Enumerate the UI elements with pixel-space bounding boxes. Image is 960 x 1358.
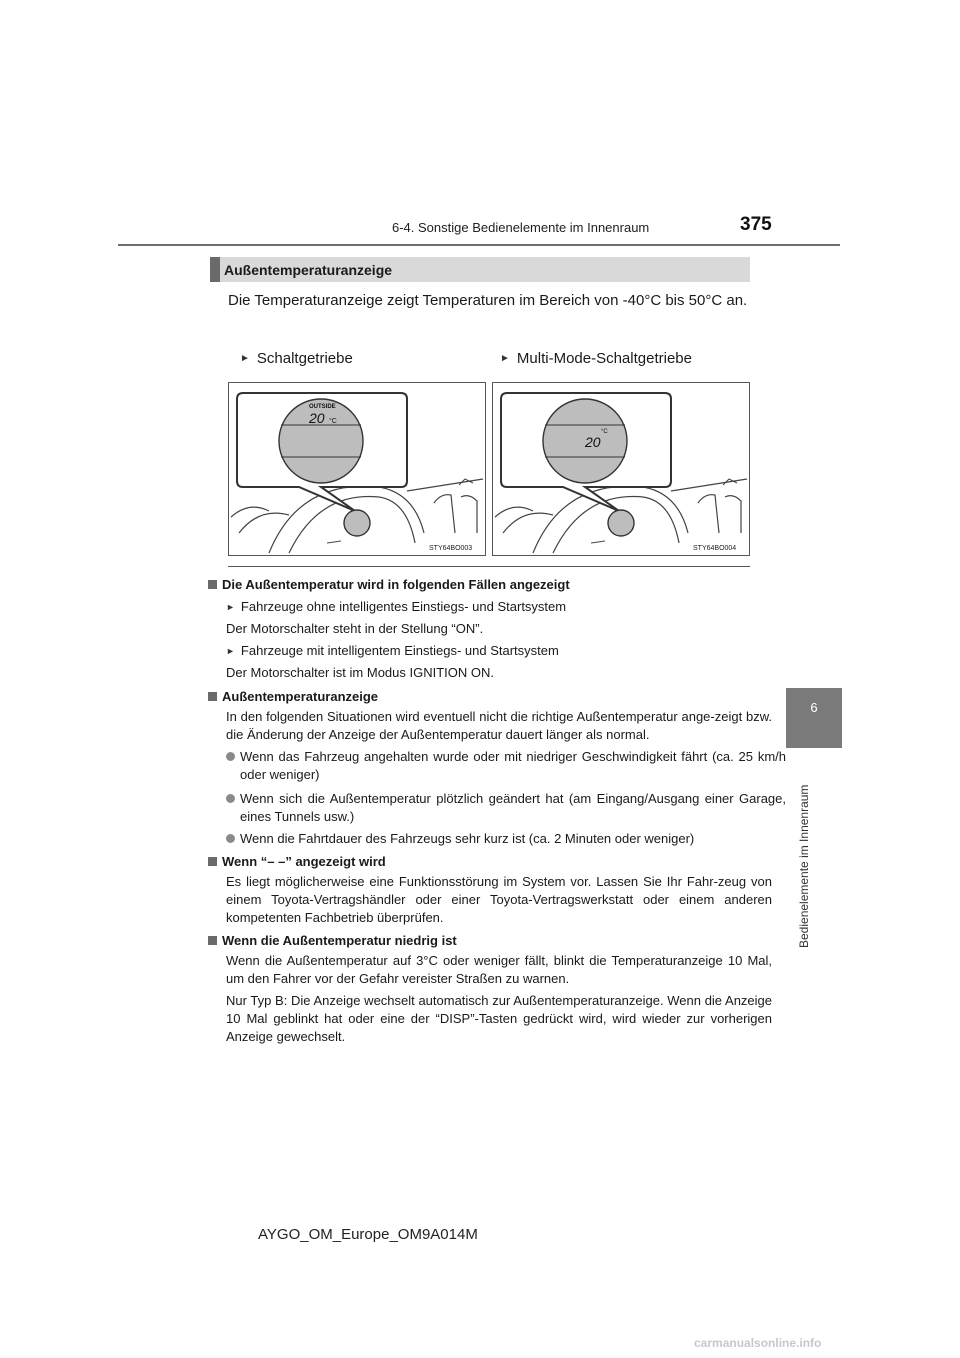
note-heading-2: Außentemperaturanzeige bbox=[208, 688, 754, 706]
note-1-text-2: Der Motorschalter ist im Modus IGNITION ON. bbox=[226, 665, 494, 680]
note-4-text-1: Wenn die Außentemperatur auf 3°C oder weniger fällt, blinkt die Temperaturanzeige 10 Mal, um den Fahrer vor der Gefahr vereister Straßen zu warnen. bbox=[226, 953, 772, 986]
figure-code: STY64BO003 bbox=[429, 545, 473, 552]
circle-bullet-icon bbox=[226, 834, 235, 843]
note-heading-3: Wenn “– –” angezeigt wird bbox=[208, 853, 754, 871]
page-number: 375 bbox=[740, 214, 772, 235]
note-2-bullet-1: Wenn das Fahrzeug angehalten wurde oder mit niedriger Geschwindigkeit fährt (ca. 25 km/h oder weniger) bbox=[208, 748, 786, 784]
note-1-sub-2: ► Fahrzeuge mit intelligentem Einstiegs- und Startsystem bbox=[226, 643, 559, 658]
figure-caption-1: ► Schaltgetriebe bbox=[240, 350, 353, 367]
figure-manual-transmission bbox=[228, 382, 486, 556]
triangle-bullet-icon: ► bbox=[226, 646, 235, 656]
note-1-text-1: Der Motorschalter steht in der Stellung “ON”. bbox=[226, 621, 484, 636]
figure-multi-mode-transmission bbox=[492, 382, 750, 556]
note-heading-4: Wenn die Außentemperatur niedrig ist bbox=[208, 932, 754, 950]
note-2-bullet-3: Wenn die Fahrtdauer des Fahrzeugs sehr kurz ist (ca. 2 Minuten oder weniger) bbox=[208, 830, 786, 848]
document-footer: AYGO_OM_Europe_OM9A014M bbox=[258, 1226, 478, 1243]
square-bullet-icon bbox=[208, 580, 217, 589]
square-bullet-icon bbox=[208, 936, 217, 945]
section-title: Außentemperaturanzeige bbox=[224, 262, 393, 278]
square-bullet-icon bbox=[208, 857, 217, 866]
header-section-title: 6-4. Sonstige Bedienelemente im Innenraum bbox=[392, 220, 650, 235]
figure-rule bbox=[228, 566, 750, 567]
dashboard-illustration-1 bbox=[229, 383, 485, 555]
chapter-tab: 6 bbox=[786, 688, 842, 748]
note-2-bullet-2: Wenn sich die Außentemperatur plötzlich geändert hat (am Eingang/Ausgang einer Garage, eines Tunnels usw.) bbox=[208, 790, 786, 826]
note-4-text-2: Nur Typ B: Die Anzeige wechselt automatisch zur Außentemperaturanzeige. Wenn die Anzeige 10 Mal geblinkt hat oder eine der “DISP”-Tasten gedrückt wird, wird wieder zur vorherigen Anzeige gewechselt. bbox=[226, 993, 772, 1044]
note-1-sub-1: ► Fahrzeuge ohne intelligentes Einstiegs- und Startsystem bbox=[226, 599, 567, 614]
temperature-unit: °C bbox=[329, 418, 337, 425]
header-rule bbox=[118, 244, 840, 246]
triangle-bullet-icon: ► bbox=[500, 353, 510, 364]
intro-text: Die Temperaturanzeige zeigt Temperaturen im Bereich von -40°C bis 50°C an. bbox=[228, 292, 748, 309]
circle-bullet-icon bbox=[226, 794, 235, 803]
watermark: carmanualsonline.info bbox=[694, 1336, 822, 1350]
circle-bullet-icon bbox=[226, 752, 235, 761]
figure-code: STY64BO004 bbox=[693, 545, 737, 552]
triangle-bullet-icon: ► bbox=[226, 602, 235, 612]
note-3-text: Es liegt möglicherweise eine Funktionsstörung im System vor. Lassen Sie Ihr Fahr-zeug von einem Toyota-Vertragshändler oder einer Toyota-Vertragswerkstatt oder einem anderen kompetenten Fachbetrieb überprüfen. bbox=[226, 874, 772, 925]
square-bullet-icon bbox=[208, 692, 217, 701]
note-heading-1: Die Außentemperatur wird in folgenden Fällen angezeigt bbox=[208, 576, 754, 594]
triangle-bullet-icon: ► bbox=[240, 353, 250, 364]
figure-caption-2: ► Multi-Mode-Schaltgetriebe bbox=[500, 350, 692, 367]
temperature-value: 20 bbox=[309, 410, 325, 426]
dashboard-illustration-2 bbox=[493, 383, 749, 555]
temperature-unit: °C bbox=[601, 429, 608, 435]
temperature-value: 20 bbox=[585, 434, 601, 450]
note-2-text: In den folgenden Situationen wird eventuell nicht die richtige Außentemperatur ange-zeigt bzw. die Änderung der Anzeige der Außentemperatur dauert länger als normal. bbox=[226, 709, 772, 742]
chapter-tab-label: Bedienelemente im Innenraum bbox=[797, 784, 811, 948]
outside-label: OUTSIDE bbox=[309, 404, 336, 410]
